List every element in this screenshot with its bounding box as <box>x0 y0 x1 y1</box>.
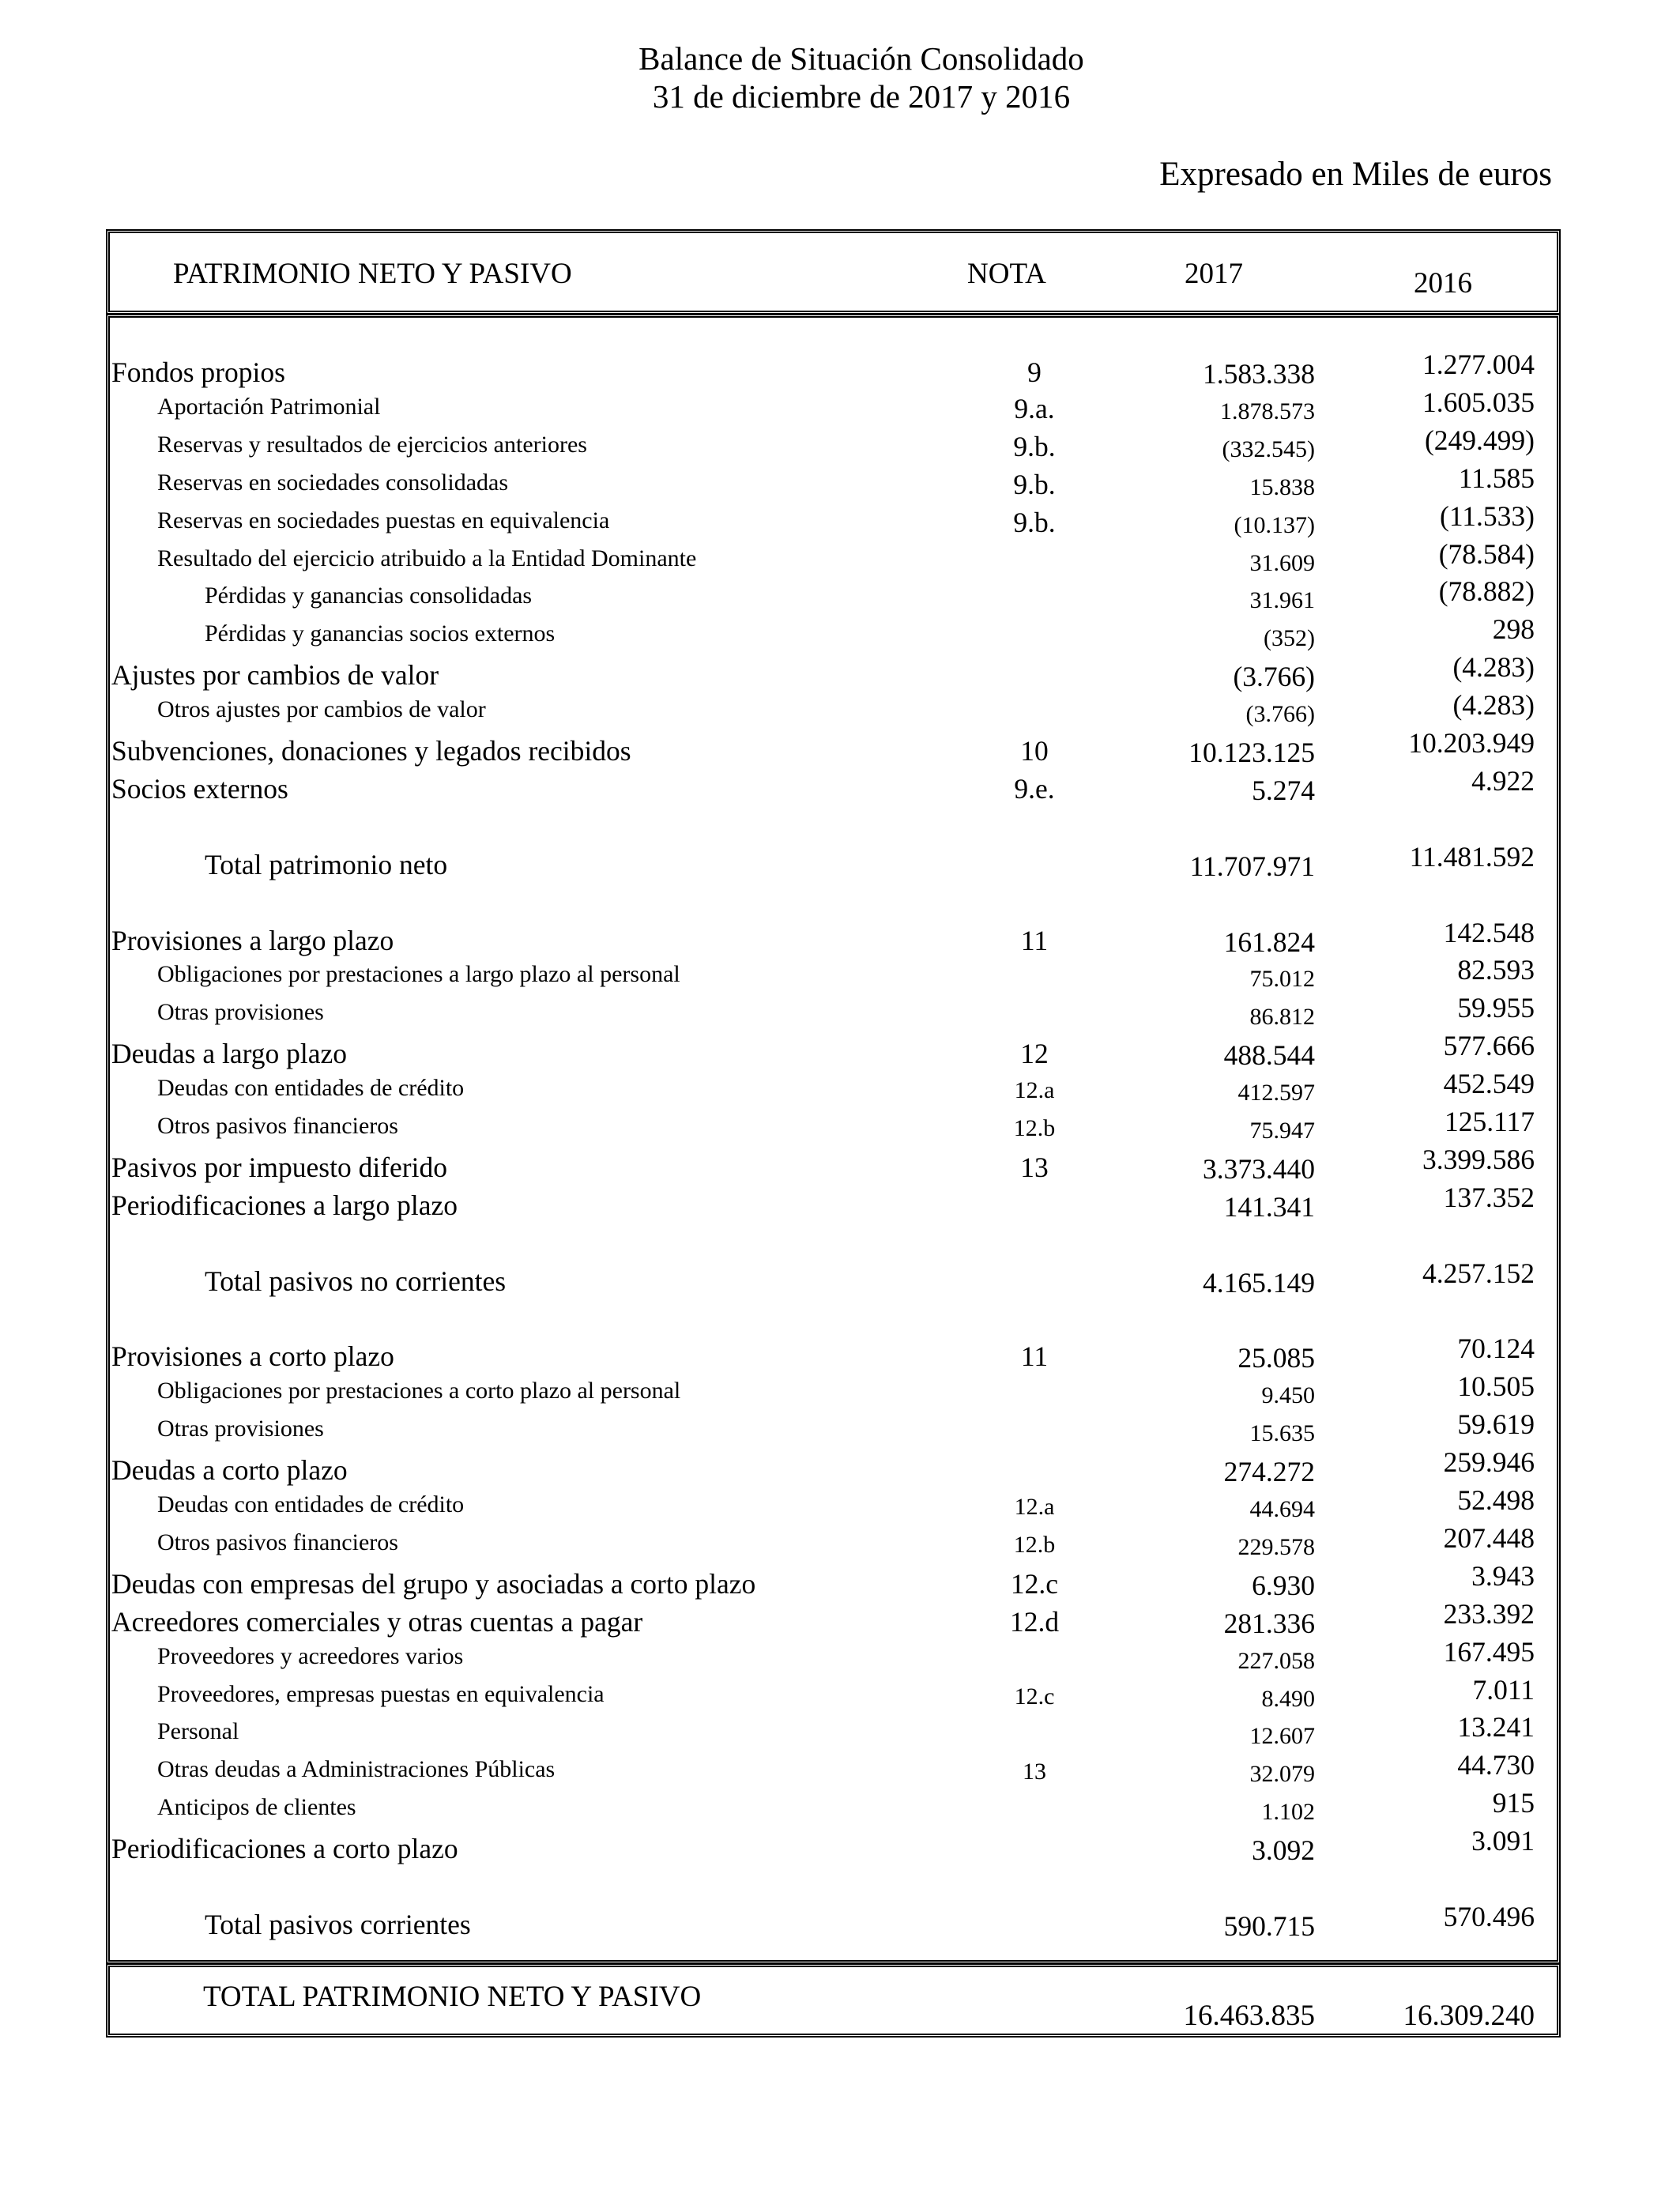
row-value-2016: (4.283) <box>1452 689 1535 722</box>
row-label: Provisiones a largo plazo <box>111 924 394 956</box>
row-value-2017: 44.694 <box>1249 1496 1315 1522</box>
row-nota: 12.a <box>1014 1494 1055 1520</box>
table-row <box>110 1787 1557 1829</box>
row-value-2017: 75.947 <box>1249 1118 1315 1144</box>
row-label: Total patrimonio neto <box>205 848 448 880</box>
row-label: Otras deudas a Administraciones Públicas <box>157 1756 556 1783</box>
table-row <box>110 1030 1557 1072</box>
row-value-2016: 125.117 <box>1444 1106 1535 1137</box>
table-row <box>110 1068 1557 1110</box>
row-value-2016: 1.605.035 <box>1422 386 1535 418</box>
row-value-2016: 298 <box>1492 613 1535 646</box>
table-body <box>106 314 1561 1964</box>
report-subtitle: 31 de diciembre de 2017 y 2016 <box>652 78 1071 115</box>
row-value-2016: 59.619 <box>1457 1408 1535 1441</box>
table-row <box>110 613 1557 655</box>
row-label: Deudas a corto plazo <box>111 1454 348 1487</box>
row-label: Deudas a largo plazo <box>111 1038 348 1070</box>
row-value-2017: 75.012 <box>1249 966 1315 993</box>
row-value-2016: (11.533) <box>1440 499 1535 532</box>
row-nota: 11 <box>1020 924 1049 956</box>
row-label: Periodificaciones a largo plazo <box>111 1189 458 1221</box>
row-label: Pasivos por impuesto diferido <box>111 1151 447 1183</box>
row-nota: 9.e. <box>1014 772 1055 805</box>
table-row <box>110 1484 1557 1526</box>
row-value-2016: 137.352 <box>1443 1181 1535 1213</box>
row-nota: 12 <box>1020 1038 1049 1070</box>
row-nota: 9.b. <box>1013 430 1056 462</box>
table-row <box>110 689 1557 731</box>
row-value-2017: 5.274 <box>1252 774 1315 806</box>
row-value-2016: 233.392 <box>1443 1597 1535 1630</box>
table-row <box>110 1521 1557 1564</box>
row-value-2016: 13.241 <box>1457 1711 1535 1744</box>
row-value-2017: 6.930 <box>1252 1569 1315 1601</box>
table-row <box>110 1559 1557 1602</box>
table-row <box>110 727 1557 769</box>
row-label: Deudas con entidades de crédito <box>157 1075 465 1102</box>
row-value-2017: (3.766) <box>1245 701 1315 728</box>
row-value-2016: 52.498 <box>1457 1484 1535 1516</box>
subtotal-row <box>110 1257 1557 1299</box>
row-label: Obligaciones por prestaciones a largo plazo al personal <box>157 961 680 988</box>
row-value-2016: 11.585 <box>1458 462 1535 494</box>
row-value-2016: 259.946 <box>1443 1446 1535 1479</box>
row-label: Total pasivos no corrientes <box>205 1265 507 1297</box>
row-value-2017: (332.545) <box>1222 435 1315 462</box>
row-value-2017: 9.450 <box>1261 1382 1315 1409</box>
row-value-2017: 1.583.338 <box>1203 358 1315 390</box>
column-header-nota: NOTA <box>967 258 1046 290</box>
row-value-2016: 915 <box>1492 1787 1535 1819</box>
total-value-2016: 16.309.240 <box>1403 2000 1535 2032</box>
row-value-2016: 1.277.004 <box>1422 349 1535 380</box>
row-value-2016: (78.882) <box>1438 575 1535 608</box>
table-row <box>110 1825 1557 1867</box>
row-value-2016: (4.283) <box>1452 651 1535 684</box>
table-row <box>110 1446 1557 1488</box>
row-label: Periodificaciones a corto plazo <box>111 1833 458 1865</box>
row-value-2017: 31.609 <box>1249 549 1315 576</box>
table-row <box>110 1635 1557 1678</box>
row-nota: 11 <box>1020 1340 1049 1373</box>
row-label: Aportación Patrimonial <box>157 393 381 420</box>
row-value-2017: 32.079 <box>1249 1761 1315 1788</box>
row-value-2017: 3.092 <box>1252 1834 1315 1867</box>
report-title: Balance de Situación Consolidado <box>638 40 1084 77</box>
row-label: Otros pasivos financieros <box>157 1113 398 1139</box>
row-label: Acreedores comerciales y otras cuentas a pagar <box>111 1605 643 1638</box>
row-label: Reservas y resultados de ejercicios anteriores <box>157 431 587 458</box>
row-value-2017: 12.607 <box>1249 1723 1315 1750</box>
row-value-2016: 4.922 <box>1471 764 1535 797</box>
row-value-2016: 577.666 <box>1443 1030 1535 1062</box>
row-value-2016: 70.124 <box>1457 1333 1535 1365</box>
row-value-2016: (249.499) <box>1424 424 1535 456</box>
row-value-2017: 8.490 <box>1261 1685 1315 1712</box>
row-value-2017: 1.878.573 <box>1220 398 1315 424</box>
row-label: Otros pasivos financieros <box>157 1529 398 1555</box>
row-value-2017: 31.961 <box>1249 587 1315 614</box>
table-row <box>110 386 1557 428</box>
row-value-2016: 142.548 <box>1443 916 1535 948</box>
row-label: Total pasivos corrientes <box>205 1908 471 1940</box>
row-value-2017: 86.812 <box>1249 1004 1315 1031</box>
row-value-2016: 44.730 <box>1457 1749 1535 1781</box>
row-value-2016: 207.448 <box>1443 1521 1535 1554</box>
table-row <box>110 1143 1557 1186</box>
row-label: Subvenciones, donaciones y legados recibidos <box>111 735 631 767</box>
row-value-2017: 590.715 <box>1223 1909 1315 1942</box>
row-nota: 9.b. <box>1013 468 1056 500</box>
row-nota: 13 <box>1020 1151 1049 1183</box>
subtotal-row <box>110 1900 1557 1943</box>
table-row <box>110 1749 1557 1791</box>
row-label: Personal <box>157 1718 239 1745</box>
table-row <box>110 1408 1557 1450</box>
row-value-2017: 15.635 <box>1249 1420 1315 1447</box>
row-value-2016: 7.011 <box>1472 1673 1535 1706</box>
row-value-2017: (3.766) <box>1233 661 1315 693</box>
table-row <box>110 1673 1557 1716</box>
row-label: Proveedores y acreedores varios <box>157 1642 464 1669</box>
row-value-2017: 25.085 <box>1237 1342 1315 1374</box>
row-value-2017: 141.341 <box>1223 1190 1315 1223</box>
row-label: Resultado del ejercicio atribuido a la Entidad Dominante <box>157 545 697 571</box>
row-value-2017: 281.336 <box>1223 1607 1315 1639</box>
column-header-label: PATRIMONIO NETO Y PASIVO <box>173 258 572 290</box>
row-nota: 12.b <box>1013 1531 1056 1558</box>
table-row <box>110 1106 1557 1148</box>
row-label: Obligaciones por prestaciones a corto plazo al personal <box>157 1378 681 1404</box>
table-row <box>110 349 1557 390</box>
row-label: Reservas en sociedades consolidadas <box>157 469 509 496</box>
row-value-2016: 3.943 <box>1471 1559 1535 1592</box>
row-value-2017: 10.123.125 <box>1188 737 1315 768</box>
column-header-2017: 2017 <box>1185 258 1243 290</box>
row-value-2016: 82.593 <box>1457 954 1535 986</box>
row-value-2017: 4.165.149 <box>1203 1266 1315 1299</box>
row-value-2016: 11.481.592 <box>1409 840 1535 873</box>
table-header <box>106 229 1561 315</box>
row-value-2017: (352) <box>1264 625 1315 652</box>
table-row <box>110 1711 1557 1753</box>
row-value-2017: 229.578 <box>1237 1533 1315 1560</box>
row-nota: 9 <box>1027 356 1042 388</box>
row-value-2017: 15.838 <box>1249 473 1315 500</box>
table-row <box>110 462 1557 504</box>
row-nota: 10 <box>1020 735 1049 767</box>
row-value-2017: 227.058 <box>1237 1647 1315 1674</box>
row-value-2017: 161.824 <box>1223 925 1315 958</box>
table-row <box>110 916 1557 959</box>
total-label: TOTAL PATRIMONIO NETO Y PASIVO <box>203 1981 702 2013</box>
row-label: Deudas con entidades de crédito <box>157 1491 465 1517</box>
row-value-2016: 10.505 <box>1457 1370 1535 1403</box>
row-value-2017: 3.373.440 <box>1203 1152 1315 1185</box>
row-value-2017: (10.137) <box>1234 511 1315 538</box>
row-value-2017: 488.544 <box>1223 1039 1315 1072</box>
row-value-2016: (78.584) <box>1438 537 1535 570</box>
table-row <box>110 424 1557 466</box>
row-label: Ajustes por cambios de valor <box>111 659 439 692</box>
row-value-2017: 274.272 <box>1223 1456 1315 1488</box>
row-value-2016: 10.203.949 <box>1408 727 1535 759</box>
row-label: Otros ajustes por cambios de valor <box>157 696 486 723</box>
row-value-2016: 3.091 <box>1471 1825 1535 1857</box>
row-label: Proveedores, empresas puestas en equivalencia <box>157 1680 605 1707</box>
total-row <box>106 1963 1561 2038</box>
table-row <box>110 764 1557 807</box>
row-value-2016: 3.399.586 <box>1422 1143 1535 1175</box>
row-value-2016: 4.257.152 <box>1422 1257 1535 1289</box>
row-nota: 12.d <box>1009 1605 1060 1638</box>
table-row <box>110 992 1557 1034</box>
row-nota: 12.b <box>1013 1115 1056 1141</box>
row-nota: 12.c <box>1014 1683 1055 1710</box>
row-value-2017: 1.102 <box>1261 1799 1315 1826</box>
row-label: Pérdidas y ganancias consolidadas <box>205 582 533 609</box>
row-label: Deudas con empresas del grupo y asociadas a corto plazo <box>111 1567 756 1600</box>
table-row <box>110 954 1557 996</box>
row-nota: 13 <box>1023 1759 1046 1785</box>
units-note: Expresado en Miles de euros <box>1159 156 1552 193</box>
subtotal-row <box>110 840 1557 883</box>
row-label: Anticipos de clientes <box>157 1794 356 1821</box>
row-label: Pérdidas y ganancias socios externos <box>205 620 556 647</box>
row-value-2016: 59.955 <box>1457 992 1535 1024</box>
table-row <box>110 1597 1557 1640</box>
table-row <box>110 1181 1557 1223</box>
table-row <box>110 1370 1557 1412</box>
row-label: Reservas en sociedades puestas en equivalencia <box>157 507 610 533</box>
row-label: Otras provisiones <box>157 1416 324 1442</box>
row-value-2017: 11.707.971 <box>1189 850 1315 882</box>
row-label: Otras provisiones <box>157 999 324 1026</box>
row-label: Fondos propios <box>111 356 285 388</box>
row-nota: 12.a <box>1014 1077 1055 1104</box>
row-nota: 12.c <box>1010 1567 1059 1600</box>
row-value-2016: 452.549 <box>1443 1068 1535 1100</box>
table-row <box>110 537 1557 580</box>
row-value-2016: 167.495 <box>1443 1635 1535 1668</box>
row-label: Provisiones a corto plazo <box>111 1340 394 1373</box>
table-row <box>110 575 1557 617</box>
row-nota: 9.b. <box>1013 506 1056 538</box>
table-row <box>110 499 1557 542</box>
total-value-2017: 16.463.835 <box>1183 2000 1315 2032</box>
row-value-2016: 570.496 <box>1443 1900 1535 1932</box>
row-value-2017: 412.597 <box>1237 1080 1315 1106</box>
row-label: Socios externos <box>111 772 288 805</box>
table-row <box>110 1333 1557 1374</box>
column-header-2016: 2016 <box>1414 267 1472 300</box>
table-row <box>110 651 1557 693</box>
row-nota: 9.a. <box>1014 392 1055 424</box>
